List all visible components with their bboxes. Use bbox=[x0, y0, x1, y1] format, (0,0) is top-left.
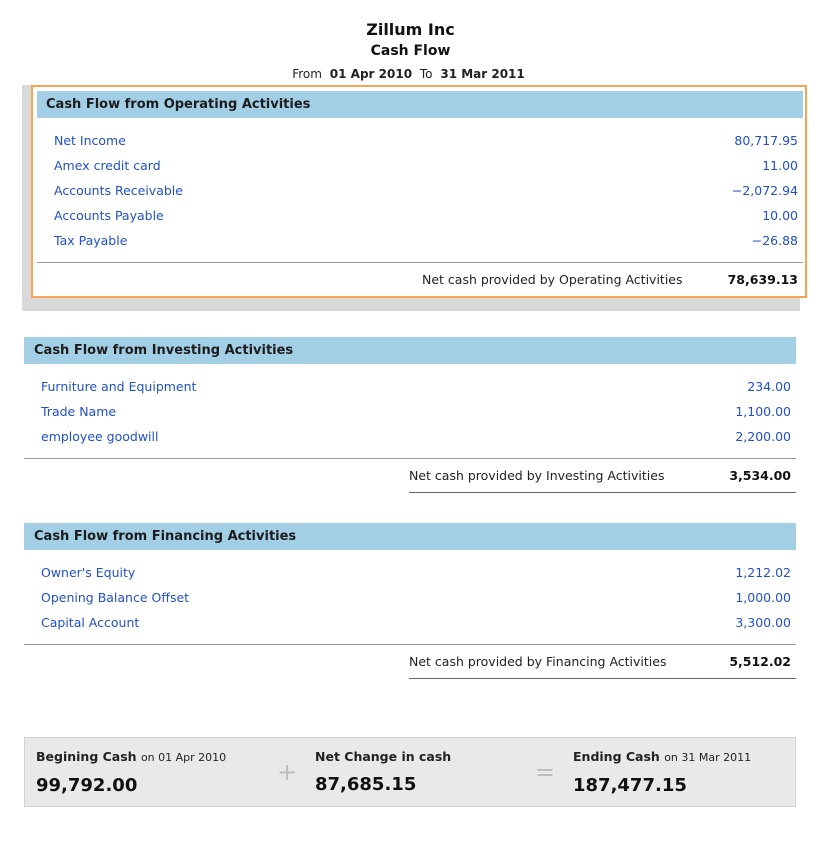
investing-section bbox=[24, 337, 796, 493]
total-label: Net cash provided by Financing Activities bbox=[409, 654, 667, 669]
ending-cash bbox=[573, 748, 751, 797]
operating-section bbox=[37, 91, 803, 297]
account-link[interactable]: employee goodwill bbox=[41, 429, 159, 444]
financing-section bbox=[24, 523, 796, 679]
beginning-cash-value: 99,792.00 bbox=[36, 775, 138, 796]
company-name: Zillum Inc bbox=[366, 20, 455, 39]
table-row bbox=[24, 399, 796, 424]
beginning-cash bbox=[36, 748, 226, 797]
equals-icon: = bbox=[535, 758, 556, 786]
account-link[interactable]: Net Income bbox=[54, 133, 126, 148]
section-total bbox=[37, 263, 803, 297]
from-label: From bbox=[292, 67, 322, 81]
total-amount: 3,534.00 bbox=[729, 468, 791, 483]
ending-cash-label bbox=[573, 748, 751, 767]
account-link[interactable]: Amex credit card bbox=[54, 158, 161, 173]
account-amount: 2,200.00 bbox=[735, 429, 791, 444]
account-amount: 3,300.00 bbox=[735, 615, 791, 630]
beginning-cash-title: Begining Cash bbox=[36, 749, 137, 764]
account-amount: −2,072.94 bbox=[731, 183, 798, 198]
ending-cash-date: on 31 Mar 2011 bbox=[664, 751, 752, 764]
table-row bbox=[24, 610, 796, 635]
table-row bbox=[37, 228, 803, 253]
account-link[interactable]: Tax Payable bbox=[54, 233, 128, 248]
total-amount: 78,639.13 bbox=[727, 272, 798, 287]
beginning-cash-label bbox=[36, 748, 226, 767]
report-title: Cash Flow bbox=[370, 43, 451, 59]
table-row bbox=[37, 153, 803, 178]
operating-section-title: Cash Flow from Operating Activities bbox=[37, 91, 803, 118]
table-row bbox=[24, 560, 796, 585]
account-amount: 10.00 bbox=[762, 208, 798, 223]
account-amount: 234.00 bbox=[747, 379, 791, 394]
investing-section-title: Cash Flow from Investing Activities bbox=[24, 337, 796, 364]
table-row bbox=[37, 128, 803, 153]
table-row bbox=[24, 374, 796, 399]
account-link[interactable]: Capital Account bbox=[41, 615, 140, 630]
account-link[interactable]: Accounts Receivable bbox=[54, 183, 183, 198]
total-amount: 5,512.02 bbox=[729, 654, 791, 669]
to-label: To bbox=[419, 67, 433, 81]
net-change-value: 87,685.15 bbox=[315, 774, 417, 795]
section-total bbox=[24, 459, 796, 493]
total-underline bbox=[409, 492, 796, 493]
net-change bbox=[315, 748, 451, 796]
ending-cash-value: 187,477.15 bbox=[573, 775, 687, 796]
table-row bbox=[24, 424, 796, 449]
account-link[interactable]: Accounts Payable bbox=[54, 208, 164, 223]
to-date: 31 Mar 2011 bbox=[440, 67, 525, 81]
plus-icon: + bbox=[277, 758, 298, 786]
account-link[interactable]: Owner's Equity bbox=[41, 565, 136, 580]
account-amount: 80,717.95 bbox=[734, 133, 798, 148]
account-link[interactable]: Furniture and Equipment bbox=[41, 379, 197, 394]
account-amount: 1,100.00 bbox=[735, 404, 791, 419]
account-link[interactable]: Opening Balance Offset bbox=[41, 590, 190, 605]
ending-cash-title: Ending Cash bbox=[573, 749, 660, 764]
table-row bbox=[24, 585, 796, 610]
from-date: 01 Apr 2010 bbox=[329, 67, 413, 81]
section-total bbox=[24, 645, 796, 679]
cash-summary bbox=[24, 737, 796, 807]
account-amount: −26.88 bbox=[751, 233, 798, 248]
total-label: Net cash provided by Investing Activities bbox=[409, 468, 665, 483]
account-link[interactable]: Trade Name bbox=[41, 404, 117, 419]
account-amount: 11.00 bbox=[762, 158, 798, 173]
table-row bbox=[37, 203, 803, 228]
account-amount: 1,212.02 bbox=[735, 565, 791, 580]
net-change-label: Net Change in cash bbox=[315, 749, 452, 764]
total-underline bbox=[409, 678, 796, 679]
total-label: Net cash provided by Operating Activities bbox=[422, 272, 683, 287]
report-header bbox=[0, 20, 821, 82]
report-period bbox=[0, 66, 821, 82]
table-row bbox=[37, 178, 803, 203]
financing-section-title: Cash Flow from Financing Activities bbox=[24, 523, 796, 550]
account-amount: 1,000.00 bbox=[735, 590, 791, 605]
operating-section-highlight bbox=[31, 85, 807, 298]
beginning-cash-date: on 01 Apr 2010 bbox=[140, 751, 227, 764]
